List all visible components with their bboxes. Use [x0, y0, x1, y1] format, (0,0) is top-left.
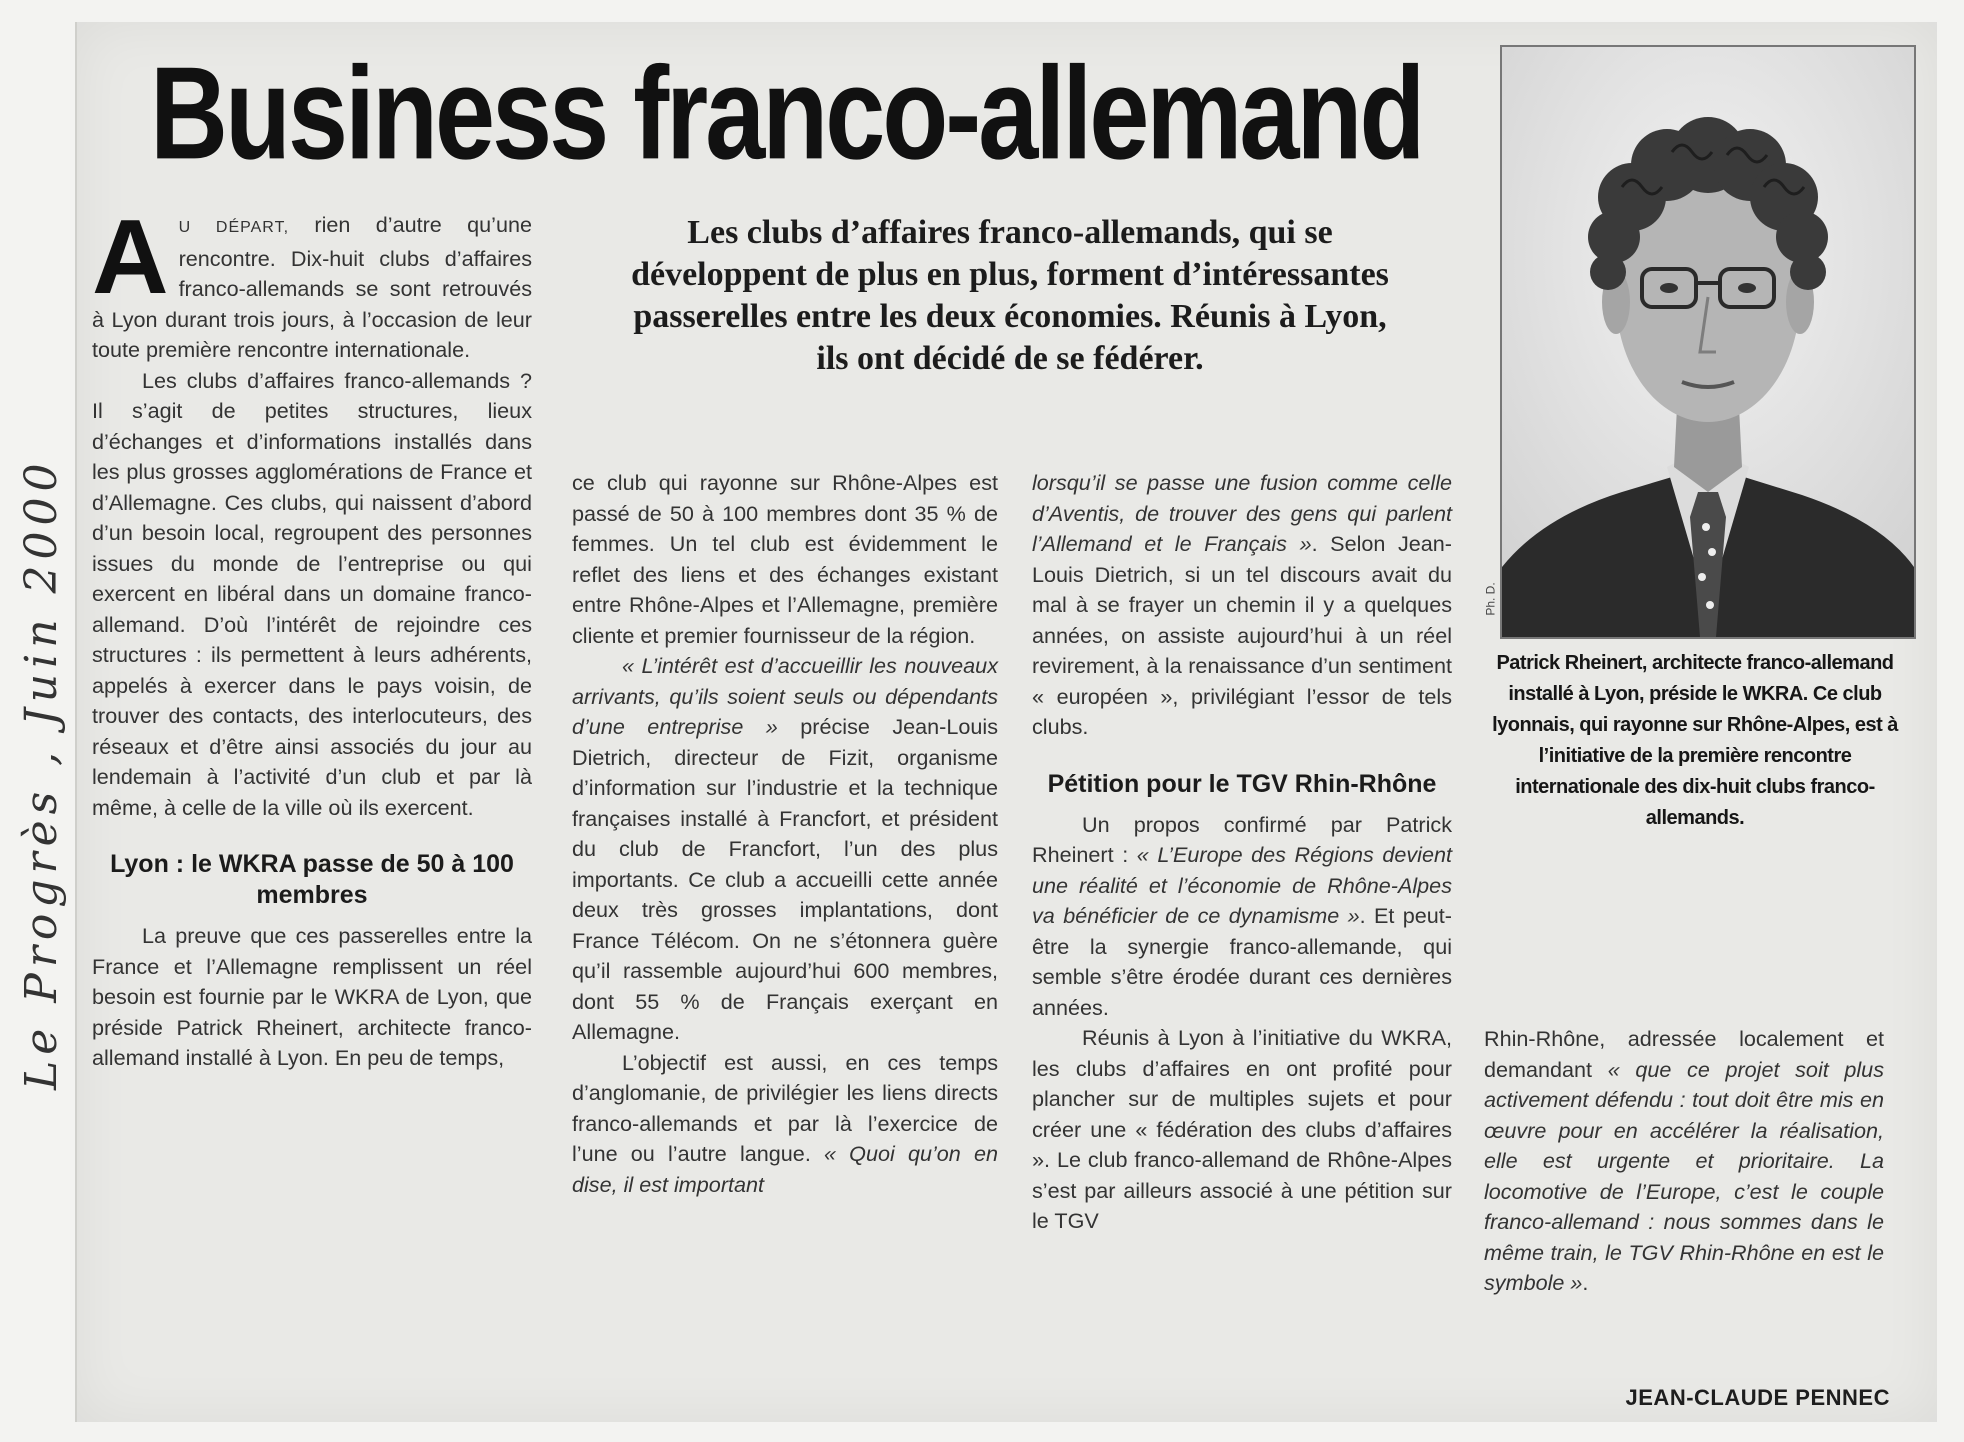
paragraph-6 [572, 1048, 998, 1201]
headline: Business franco-allemand [150, 38, 1423, 187]
quote-start: « Quoi qu’on en dise, il est important [572, 1141, 998, 1197]
paragraph-10-end: . [1582, 1270, 1589, 1295]
quote-petition: « que ce projet soit plus activement défendu : tout doit être mis en œuvre pour en accélérer la réalisation, elle est urgente et prioritaire. La locomotive de l’Europe, c’est le couple franco-allemand : nous sommes dans le même train, le TGV Rhin-Rhône en est le symbole » [1484, 1056, 1884, 1295]
paragraph-8-text: . Et peut-être la synergie franco-allemande, qui semble s’être érodée durant ces dernières années. [1032, 903, 1453, 1020]
paragraph-7-text: . Selon Jean-Louis Dietrich, si un tel discours avait du mal à se frayer un chemin il y a quelques années, on assiste aujourd’hui à un réel revirement, à la renaissance d’un sentiment « européen », privilégiant l’essor de tels clubs. [1032, 531, 1452, 739]
handwritten-note [8, 210, 68, 1110]
paragraph-10 [1484, 1024, 1884, 1299]
paragraph-2: Les clubs d’affaires franco-allemands ? Il s’agit de petites structures, lieux d’échanges et d’informations installés dans les plus grosses agglomérations de France et d’Allemagne. Ces clubs, qui naissent d’abord d’un besoin local, regroupent des personnes issues du monde de l’entreprise ou qui exercent en libéral dans un domaine franco-allemand. D’où l’intérêt de rejoindre ces structures : ils permettent à leurs adhérents, appelés à exercer dans le pays voisin, de trouver des contacts, des interlocuteurs, des réseaux et d’être ainsi associés du jour au lendemain à l’activité d’un club et par là même, à celle de la ville où ils exercent. [92, 367, 532, 820]
column-2 [572, 468, 998, 1200]
paragraph-5-text: précise Jean-Louis Dietrich, directeur de Fizit, organisme d’information sur l’industrie et la technique françaises installé à Francfort, et président du club de Francfort, l’un des plus importants. Ce club a accueilli cette année deux très grosses implantations, dont France Télécom. On ne s’étonnera guère qu’il rassemble aujourd’hui 600 membres, dont 55 % de Français exerçant en Allemagne. [572, 714, 998, 1044]
photo-caption: Patrick Rheinert, architecte franco-allemand installé à Lyon, préside le WKRA. Ce club lyonnais, qui rayonne sur Rhône-Alpes, est à l’initiative de la première rencontre internationale des dix-huit clubs franco-allemands. [1492, 652, 1898, 829]
paragraph-9: Réunis à Lyon à l’initiative du WKRA, les clubs d’affaires en ont profité pour plancher sur de multiples sujets et pour créer une « fédération des clubs d’affaires ». Le club franco-allemand de Rhône-Alpes s’est par ailleurs associé à une pétition sur le TGV [1032, 1025, 1452, 1233]
drop-cap: A [92, 198, 169, 316]
portrait-photo [1500, 45, 1916, 639]
portrait-illustration [1502, 47, 1914, 637]
paragraph-5 [572, 651, 998, 1048]
lead-smallcaps: U DÉPART, [178, 219, 290, 236]
quote-dietrich: « L’intérêt est d’accueillir les nouveaux arrivants, qu’ils soient seuls ou dépendants d’une entreprise » [572, 653, 998, 739]
paragraph-10-start: Rhin-Rhône, adressée localement et demandant [1484, 1026, 1884, 1082]
paragraph-3: La preuve que ces passerelles entre la France et l’Allemagne remplissent un réel besoin est fournie par le WKRA de Lyon, que préside Patrick Rheinert, architecte franco-allemand installé à Lyon. En peu de temps, [92, 923, 532, 1070]
lead-paragraph [92, 198, 532, 366]
paragraph-8-start: Un propos confirmé par Patrick Rheinert : [1032, 811, 1452, 867]
lead-text: rien d’autre qu’une rencontre. Dix-huit clubs d’affaires franco-allemands se sont retrouvés à Lyon durant trois jours, à l’occasion de leur toute première rencontre internationale. [92, 212, 532, 362]
quote-rheinert: « L’Europe des Régions devient une réalité et l’économie de Rhône-Alpes va bénéficier de ce dynamisme » [1032, 842, 1452, 928]
standfirst: Les clubs d’affaires franco-allemands, qui se développent de plus en plus, forment d’intéressantes passerelles entre les deux économies. Réunis à Lyon, ils ont décidé de se fédérer. [631, 214, 1389, 377]
subhead-tgv: Pétition pour le TGV Rhin-Rhône [1047, 769, 1437, 798]
paragraph-6-text: L’objectif est aussi, en ces temps d’anglomanie, de privilégier les liens directs franco-allemands et par là l’exercice de l’une ou l’autre langue. [572, 1049, 998, 1166]
paragraph-7 [1032, 468, 1452, 743]
byline-signature: JEAN-CLAUDE PENNEC [1625, 1385, 1890, 1410]
paragraph-8 [1032, 810, 1452, 1024]
quote-continued: lorsqu’il se passe une fusion comme celle d’Aventis, de trouver des gens qui parlent l’Allemand et le Français » [1032, 470, 1452, 556]
column-1 [92, 198, 532, 1074]
paragraph-4: ce club qui rayonne sur Rhône-Alpes est passé de 50 à 100 membres dont 35 % de femmes. Un tel club est évidemment le reflet des liens et des échanges existant entre Rhône-Alpes et l’Allemagne, première cliente et premier fournisseur de la région. [572, 470, 998, 648]
handwritten-note-text: Le Progrès , Juin 2000 [16, 457, 67, 1090]
column-4 [1484, 1024, 1884, 1299]
subhead-wkra: Lyon : le WKRA passe de 50 à 100 membres [110, 850, 514, 909]
photo-credit: Ph. D. [1483, 582, 1498, 616]
column-3 [1032, 468, 1452, 1237]
